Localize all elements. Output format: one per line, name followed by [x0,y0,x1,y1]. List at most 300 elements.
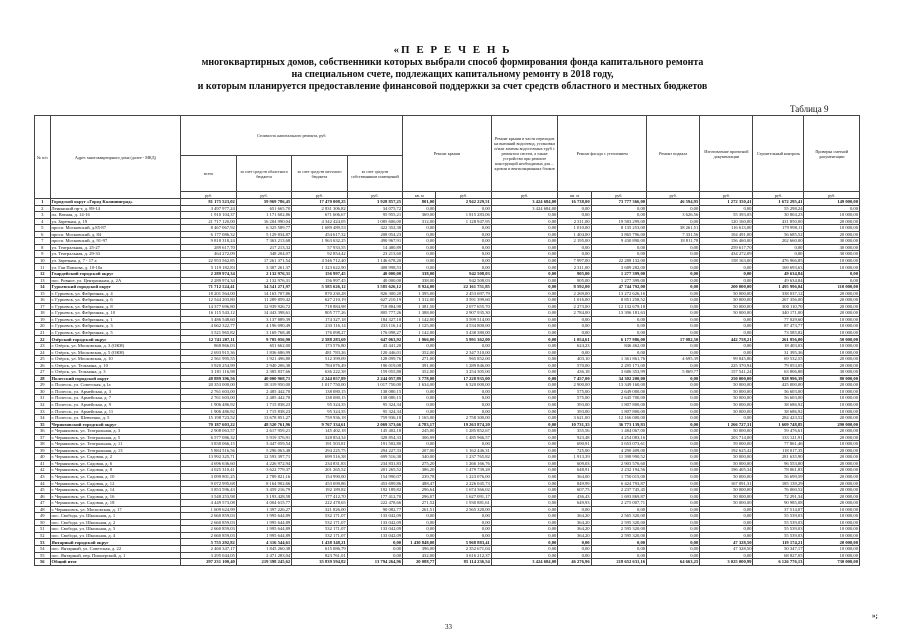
table-cell: 3 653 073,61 [591,441,646,448]
table-cell: 1 609 624,99 [181,506,236,513]
table-cell: 0,00 [558,539,591,546]
table-cell: 1 272 350,41 [700,199,753,206]
table-cell: 12 [35,271,51,278]
table-cell: 2 311,00 [558,264,591,271]
table-cell: 0,00 [491,500,558,507]
table-cell: 0,00 [491,526,558,533]
table-cell: 13 992 325,71 [181,454,236,461]
table-cell: 0,00 [491,212,558,219]
table-cell: 30 804,23 [753,212,804,219]
table-cell: пос. Свобода, ул. Школьная, д. 1 [50,513,181,520]
table-cell: 2 226 045,73 [436,480,491,487]
table-cell: 3 447 059,54 [236,441,291,448]
table-cell: 0,00 [647,513,700,520]
table-cell: г. Черняховск, ул. Театральная, д. 3 [50,428,181,435]
table-cell: 202 660,00 [753,238,804,245]
table-cell: 0,00 [700,316,753,323]
table-cell: 76 060,52 [753,487,804,494]
table-cell: 0,00 [700,532,753,539]
table-cell: 176 098,27 [292,329,347,336]
table-cell: 50 000,00 [700,428,753,435]
unit-rub: руб. [292,192,347,199]
table-cell: 3 193 428,58 [236,493,291,500]
table-cell: 40 000,00 [347,271,402,278]
table-cell: 19 [35,316,51,323]
table-cell: 167 091,31 [700,480,753,487]
table-cell: 3 438 380,00 [436,329,491,336]
table-cell: 201 265,52 [292,467,347,474]
table-cell: 95 955,21 [347,212,402,219]
table-cell: г. Черняховск, ул. Садовая, д. 12 [50,480,181,487]
table-cell: 179 998,11 [753,225,804,232]
table-cell: 50 000,00 [700,290,753,297]
table-cell: 0,00 [491,290,558,297]
table-cell: 0,00 [403,401,436,408]
table-cell: 9 072 995,68 [181,480,236,487]
table-cell: 1 [35,199,51,206]
table-cell: 0,00 [491,421,558,428]
table-cell: 2 831 306,82 [292,205,347,212]
table-cell: 275,20 [403,460,436,467]
table-cell: 476 966,85 [753,257,804,264]
table-cell: 0,00 [647,284,700,291]
table-cell: 3 521 965,82 [181,329,236,336]
table-cell: 0,00 [647,290,700,297]
table-cell: 3 099 801,25 [181,473,236,480]
table-cell: 434 272,09 [700,251,753,258]
table-cell: г. Черняховск, ул. Садовая, д. 6 [50,460,181,467]
table-cell: 267 356,00 [753,297,804,304]
table-cell: 338 037,12 [753,290,804,297]
table-cell: 0,00 [591,545,646,552]
table-cell: 570,00 [558,362,591,369]
table-cell: 196 019,08 [347,362,402,369]
table-cell: 0,00 [436,225,491,232]
table-cell: 2 352 671,04 [436,545,491,552]
table-cell: 2 273,00 [558,303,591,310]
table-cell: 203 714,00 [700,434,753,441]
table-cell: 290 000,00 [804,421,860,428]
table-cell: 222 478,65 [292,500,347,507]
table-cell: 4 342 424,05 [292,218,347,225]
document-title: «П Е Р Е Ч Е Н Ь [393,44,512,56]
table-cell: 0,00 [491,271,558,278]
table-cell: 1 266 166,76 [436,460,491,467]
table-cell: 1 361 861,76 [591,356,646,363]
table-cell: 284 423,52 [753,415,804,422]
table-cell: 0,00 [700,349,753,356]
table-cell: 10 000,00 [804,526,860,533]
table-cell: 0,00 [491,277,558,284]
table-cell: 2 311,00 [558,218,591,225]
table-cell: 20 [35,323,51,330]
table-cell: 2 237 745,45 [591,487,646,494]
table-cell: 6 577 086,32 [181,434,236,441]
col-cost-local: за счет средств местного бюджета [292,156,347,192]
table-cell: 3 626,56 [647,212,700,219]
table-cell: г. Черняховск, ул. Театральная, д. 5 [50,434,181,441]
table-cell: 28 [35,375,51,382]
table-cell: 3 920 254,99 [181,362,236,369]
table-cell: 627 210,19 [292,297,347,304]
table-cell: 0,00 [491,401,558,408]
table-cell: 0,00 [647,218,700,225]
table-cell: 0,00 [647,349,700,356]
table-cell: 436,43 [558,493,591,500]
table-cell: 532 171,07 [292,532,347,539]
table-cell: 393,00 [558,408,591,415]
table-cell: 56 603,00 [753,395,804,402]
table-cell: 490 967,91 [347,238,402,245]
table-cell: 0,00 [647,539,700,546]
table-cell: 5 884 516,56 [181,447,236,454]
table-cell: 19 583 299,00 [591,218,646,225]
table-cell: ул. Заречная, д. 19 [50,218,181,225]
table-cell: 30 000,00 [804,251,860,258]
table-cell: 0,00 [647,375,700,382]
table-cell: г. Черняховск, ул. Садовая, д. 2 [50,454,181,461]
table-cell: 699 516,38 [292,454,347,461]
table-cell: 173 576,80 [292,343,347,350]
table-cell: 239,78 [403,473,436,480]
table-cell: 647 063,92 [347,336,402,343]
table-cell: 0,00 [647,395,700,402]
table-cell: 1 017 750,00 [347,382,402,389]
col-cost-owners: за счет средств собственников помещений [347,156,402,192]
table-cell: 0,00 [491,323,558,330]
table-cell: 1 815 283,06 [436,212,491,219]
table-cell: 340 171,00 [753,310,804,317]
table-cell: 71 712 524,41 [181,284,236,291]
table-cell: 0,00 [647,310,700,317]
table-cell: 3 424 684,00 [491,205,558,212]
table-cell: 54 [35,545,51,552]
table-cell: 2 132 976,31 [236,277,291,284]
table-cell: 154 990,00 [292,473,347,480]
table-cell: 159 055,88 [347,369,402,376]
table-cell: просп. Московский, д. 91-97 [50,238,181,245]
table-cell: 10 000,00 [804,323,860,330]
table-cell: 575,00 [558,395,591,402]
table-cell: 13 [35,277,51,284]
table-cell: 2 595 320,00 [591,526,646,533]
table-cell: 942 508,03 [436,277,491,284]
table-cell: 4 662 322,77 [181,323,236,330]
table-cell: 12 939 926,72 [236,303,291,310]
table-cell: 3 830 066,15 [181,441,236,448]
table-cell: 0,00 [491,218,558,225]
table-cell: 6 [35,231,51,238]
table-cell: 20 000,00 [804,467,860,474]
table-cell: 0,00 [491,408,558,415]
table-cell: 0,00 [647,467,700,474]
table-cell: 50 000,00 [700,454,753,461]
table-cell: ул. Гаи Павлова, д. 10-10а [50,264,181,271]
table-cell: 0,00 [647,552,700,559]
table-cell: 0,00 [558,205,591,212]
table-cell: г. Гурьевск, ул. Фабричная, д. 1 [50,316,181,323]
table-cell: 2 244 057,89 [347,375,402,382]
table-cell: Гурьевский городской округ [50,284,181,291]
table-cell: 13 794 264,96 [347,559,402,566]
table-cell: 10 000,00 [804,552,860,559]
table-cell: 20 000,00 [804,415,860,422]
table-cell: 96 553,00 [753,460,804,467]
table-cell: 1 085 606,00 [347,218,402,225]
table-cell: 1 430 848,00 [403,539,436,546]
table-cell: г. Гурьевск, ул. Фабричная, д. 6 [50,297,181,304]
table-cell: 0,00 [491,329,558,336]
table-cell: 352,00 [403,369,436,376]
table-cell: 0,00 [647,329,700,336]
table-cell: 607,75 [558,487,591,494]
table-cell: 1 485 966,57 [436,434,491,441]
table-cell: 2 295 171,00 [591,362,646,369]
table-cell: 3 585 626,12 [347,284,402,291]
table-row [35,559,860,566]
table-cell: 393,00 [558,401,591,408]
table-cell: 95 324,35 [292,408,347,415]
table-cell: 8 592,00 [558,284,591,291]
table-cell: 2 269,00 [558,290,591,297]
table-cell: 4 695,39 [647,356,700,363]
table-cell: 55 539,03 [753,526,804,533]
table-cell: 46 [35,493,51,500]
table-cell: 1 750 015,00 [591,473,646,480]
table-cell: г. Черняховск, ул. Московская, д. 17 [50,506,181,513]
table-cell: 55 539,03 [753,532,804,539]
table-cell: 50 000,00 [700,310,753,317]
table-cell: 2 232 194,56 [591,467,646,474]
table-cell: 8 [35,244,51,251]
table-cell: 0,00 [491,532,558,539]
table-cell: 38 686,92 [753,401,804,408]
table-cell: 1 689 489,53 [292,225,347,232]
table-cell: 50 000,00 [700,487,753,494]
table-cell: 0,00 [591,316,646,323]
table-cell: 50 347,17 [753,545,804,552]
table-cell: 208 054,23 [347,231,402,238]
table-cell: 2 617 959,21 [236,428,291,435]
table-cell: 20 000,00 [804,460,860,467]
table-cell: 156 997,45 [292,271,347,278]
table-cell: 1 836 686,99 [236,349,291,356]
table-cell: 481 783,26 [292,349,347,356]
table-cell: 3 778,00 [403,375,436,382]
table-cell: 0,00 [491,244,558,251]
table-cell: 31 [35,395,51,402]
table-cell: 0,00 [591,539,646,546]
table-cell: г. Полесск, ул. Армейская, д. 3 [50,388,181,395]
table-cell: 145 402,18 [347,428,402,435]
table-cell: 77 861,46 [753,441,804,448]
table-cell: 0,00 [700,264,753,271]
unit-rub: руб. [491,192,558,199]
table-cell: 10 000,00 [804,329,860,336]
table-cell: 133 042,09 [347,513,402,520]
table-cell: 10 000,00 [804,408,860,415]
table-cell: 0,00 [700,415,753,422]
unit-rub: руб. [591,192,646,199]
table-cell: 138 080,15 [347,395,402,402]
table-cell: 95 324,35 [292,401,347,408]
col-num: № п/п [35,116,51,199]
table-cell: 20 000,00 [804,290,860,297]
col-cost-group: Стоимость капитального ремонта, руб. [181,116,403,156]
table-cell: просп. Московский, д.85-87 [50,225,181,232]
table-cell: 18 [35,310,51,317]
unit-rub: руб. [753,192,804,199]
table-cell: 90 082,77 [347,506,402,513]
table-cell: 0,00 [700,205,753,212]
table-cell: 0,00 [491,225,558,232]
table-cell: 6 320 000,00 [436,382,491,389]
table-cell: 20 000,00 [804,480,860,487]
table-cell: 0,00 [753,251,804,258]
table-cell: 718 884,98 [347,303,402,310]
table-cell: 3 622 779,37 [236,467,291,474]
table-cell: 3 169 768,48 [236,329,291,336]
table-cell: 5 119 182,83 [181,264,236,271]
table-cell: 250 000,00 [700,375,753,382]
table-cell: 905,00 [558,277,591,284]
table-cell: 0,00 [558,329,591,336]
table-cell: 0,00 [647,271,700,278]
table-cell: 1 128 947,95 [436,218,491,225]
table-cell: 0,00 [403,205,436,212]
table-cell: 340,00 [403,454,436,461]
table-cell: 0,00 [436,343,491,350]
table-cell: 2 460 347,17 [181,545,236,552]
table-cell: г. Гурьевск, ул. Фабричная, д. 4 [50,290,181,297]
table-cell: 233 116,14 [347,323,402,330]
table-cell: 234 831,83 [347,460,402,467]
table-cell: 0,00 [491,480,558,487]
table-cell: 20 000,00 [804,493,860,500]
table-cell: 14 [35,284,51,291]
table-cell: 1 609 748,85 [753,421,804,428]
table-cell: 338,00 [403,271,436,278]
table-cell: 454 617,32 [292,231,347,238]
table-cell: 0,00 [491,388,558,395]
table-cell: 10 000,00 [804,506,860,513]
title-line-2: многоквартирных домов, собственники которых выбрали способ формирования фонда капитального ремонта [201,57,704,68]
table-cell: 1 237 765,82 [436,454,491,461]
col-fund-tax: Проверка сметной документации [804,116,860,192]
table-number: Таблица 9 [790,104,829,114]
table-cell: 1 995 644,89 [236,532,291,539]
table-cell: 50 000,00 [700,500,753,507]
table-cell: Общий итог [50,559,181,566]
table-cell: 4 254 083,16 [591,434,646,441]
table-cell: 11 398 990,52 [591,454,646,461]
table-cell: 3 181 116,98 [181,369,236,376]
table-cell: 0,00 [491,493,558,500]
table-cell: 10 000,00 [804,349,860,356]
table-cell: 281 635,90 [753,454,804,461]
table-cell: 1 146 678,20 [347,257,402,264]
table-cell: 425 000,00 [753,382,804,389]
table-cell: 0,00 [491,382,558,389]
table-cell: 0,00 [403,257,436,264]
table-cell: 3 387 261,37 [236,264,291,271]
table-cell: 649,93 [558,500,591,507]
table-cell: 41 [35,460,51,467]
table-cell: 0,00 [491,545,558,552]
table-cell: 0,00 [591,506,646,513]
table-cell: 0,00 [647,493,700,500]
table-cell: 21 [35,329,51,336]
unit-rub: руб. [700,192,753,199]
table-cell: 0,00 [647,257,700,264]
table-cell: 1 845 260,38 [236,545,291,552]
table-cell: 6 424 793,87 [591,480,646,487]
table-cell: 16 204 990,04 [236,218,291,225]
table-cell: 17 [35,303,51,310]
table-cell: 56 [35,559,51,566]
table-cell: пос. Ровное, ул. Центральная, д. 2А [50,277,181,284]
table-cell: 699 516,38 [347,454,402,461]
table-cell: 0,00 [491,264,558,271]
table-cell: г. Озёрск, ул. Московская, д. 10 [50,356,181,363]
table-cell: 22 161 751,85 [436,284,491,291]
table-cell: 233 116,14 [292,323,347,330]
table-cell: 50 000,00 [700,460,753,467]
table-cell: 1 016,00 [558,297,591,304]
table-cell: 34 302 200,00 [591,375,646,382]
table-cell: 4 534 800,00 [436,323,491,330]
table-cell: 10 000,00 [804,532,860,539]
table-cell: 0,00 [491,552,558,559]
table-cell: 0,00 [403,388,436,395]
table-cell: 3 025 000,99 [700,559,753,566]
table-cell: 25 [35,356,51,363]
table-cell: 49 634,84 [753,271,804,278]
table-cell: 2 660 859,03 [181,513,236,520]
table-cell: 0,00 [591,244,646,251]
table-cell: 3 599 514,00 [436,316,491,323]
table-cell: 2 761 603,00 [181,395,236,402]
table-cell: 3 497 977,24 [181,205,236,212]
table-cell: г. Полесск, ул. Армейская, д. 7 [50,395,181,402]
table-cell: 78 061,83 [753,467,804,474]
table-cell: 120 160,00 [700,218,753,225]
table-cell: 0,00 [491,454,558,461]
table-cell: 184 327,18 [347,316,402,323]
table-cell: 85 114 236,54 [436,559,491,566]
table-cell: 10 731,35 [558,421,591,428]
table-cell: 95 324,34 [347,408,402,415]
table-cell: 1 017 750,00 [292,382,347,389]
table-cell: 0,00 [436,526,491,533]
table-cell: 3 865 796,00 [591,231,646,238]
table-cell: 4 025 310,41 [181,467,236,474]
table-cell: 50 000,00 [700,395,753,402]
table-cell: 1 142,00 [403,316,436,323]
table-cell: 846 462,00 [591,343,646,350]
table-cell: 0,00 [647,401,700,408]
page-number: 33 [445,623,452,631]
col-facade: Ремонт фасада с утеплением [558,116,647,192]
table-cell: 200 000,00 [700,284,753,291]
table-cell: 300 110,70 [753,303,804,310]
table-cell: 87 473,77 [753,323,804,330]
unit-rub: руб. [436,192,491,199]
table-cell: 16 738,00 [558,199,591,206]
table-cell: 408 998,53 [347,264,402,271]
table-cell: 10 000,00 [804,545,860,552]
table-cell: 13 678 851,27 [236,415,291,422]
